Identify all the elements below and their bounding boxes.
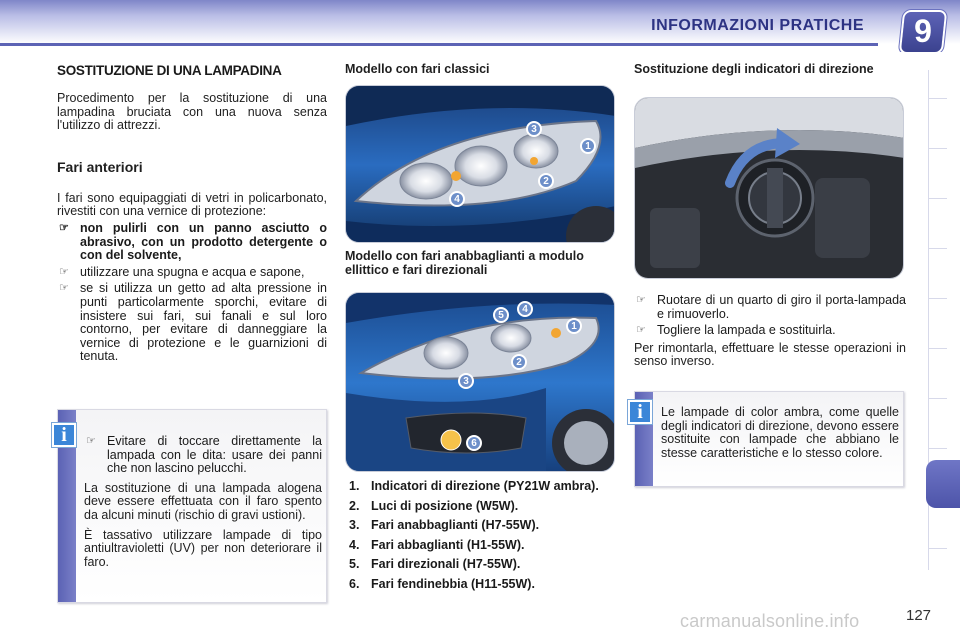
callout-1: 1 [566,318,582,334]
page-header [0,0,960,52]
list-item: 1. Indicatori di direzione (PY21W ambra). [349,479,599,493]
caption-elliptical-lights: Modello con fari anabbaglianti a modulo ellittico e fari direzionali [345,249,584,277]
list-item: 5. Fari direzionali (H7-55W). [349,557,521,572]
callout-4: 4 [517,301,533,317]
info-text-amber: Le lampade di color ambra, come quelle degli indicatori di direzione, devono essere sostituite con lampade che abbiano le stesse caratteristiche e lo stesso colore. [661,405,899,460]
list-item: ☞ non pulirli con un panno asciutto o abrasivo, con un prodotto detergente o con del solvente, [59,220,327,263]
reassembly-text: Per rimontarla, effettuare le stesse operazioni in senso inverso. [634,340,906,369]
pointing-hand-icon: ☞ [59,282,69,295]
chapter-number: 9 [914,13,932,49]
list-item: ☞ Togliere la lampada e sostituirla. [636,323,836,338]
info-text-2: È tassativo utilizzare lampade di tipo antiultravioletti (UV) per non deteriorare il faro. [84,527,322,569]
callout-3: 3 [526,121,542,137]
callout-2: 2 [511,354,527,370]
indicator-steps [634,291,906,369]
middle-column [345,63,615,77]
photo-classic-headlight [345,85,615,243]
pointing-hand-icon: ☞ [636,324,646,337]
side-tab-active[interactable] [926,460,960,508]
subheading-front-lights: Fari anteriori [57,158,143,175]
list-item: 6. Fari fendinebbia (H11-55W). [349,576,535,591]
page-number: 127 [906,607,932,624]
callout-1: 1 [580,138,596,154]
list-item: ☞ utilizzare una spugna e acqua e sapone, [59,264,305,279]
list-item: 3. Fari anabbaglianti (H7-55W). [349,518,540,533]
info-icon: i [52,423,76,447]
list-item: ☞ Ruotare di un quarto di giro il porta-lampada e rimuoverlo. [636,293,906,321]
bulb-list [349,480,609,598]
info-box-amber-lamps [634,391,904,487]
heading-indicators: Sostituzione degli indicatori di direzione [634,62,874,76]
list-item: 4. Fari abbaglianti (H1-55W). [349,537,525,552]
watermark: carmanualsonline.info [680,611,860,631]
callout-4: 4 [449,191,465,207]
header-rule [0,43,878,46]
list-item: ☞ Evitare di toccare direttamente la lampada con le dita: usare dei panni che non lascino pelucchi. [86,434,322,476]
chapter-title: INFORMAZIONI PRATICHE [651,17,864,34]
left-column [57,63,327,364]
callout-3: 3 [458,373,474,389]
intro-text: Procedimento per la sostituzione di una lampadina bruciata con una nuova senza l'utilizzo di attrezzi. [57,91,327,133]
pointing-hand-icon: ☞ [59,221,69,234]
list-item: 2. Luci di posizione (W5W). [349,498,519,513]
info-box-halogen [57,409,327,603]
caption-classic-lights: Modello con fari classici [345,62,490,76]
pointing-hand-icon: ☞ [59,265,69,278]
callout-6: 6 [466,435,482,451]
section-heading: SOSTITUZIONE DI UNA LAMPADINA [57,63,282,78]
callout-2: 2 [538,173,554,189]
callout-5: 5 [493,307,509,323]
info-text-1: La sostituzione di una lampada alogena deve essere effettuata con il faro spento da alcuni minuti (rischio di gravi ustioni). [84,480,322,522]
pointing-hand-icon: ☞ [86,435,96,447]
front-lights-text: I fari sono equipaggiati di vetri in policarbonato, rivestiti con una vernice di protezione: [57,190,327,219]
list-item: ☞ se si utilizza un getto ad alta pressione in punti particolarmente sporchi, evitare di insistere sui fari, sui fanali e sul loro contorno, per evitare di danneggiare la vernice di protezione e le guarnizioni di tenuta. [59,281,327,364]
care-list [57,222,327,364]
photo-indicator-bulb [634,97,904,279]
pointing-hand-icon: ☞ [636,294,646,306]
info-icon: i [628,400,652,424]
right-column [634,63,906,77]
